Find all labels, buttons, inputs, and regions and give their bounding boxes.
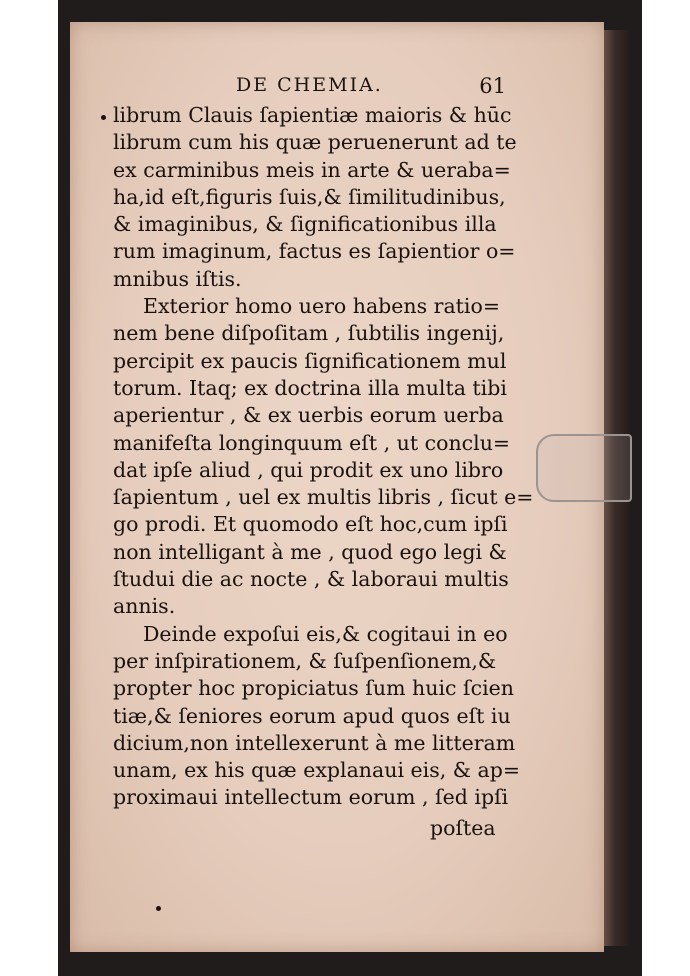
text-line: per inſpirationem, & ſuſpenſionem,& [113, 648, 497, 673]
text-line: dat ipſe aliud , qui prodit ex uno libro [113, 457, 504, 482]
text-line: annis. [113, 594, 176, 619]
page-header [236, 74, 506, 102]
text-line: ha,id eſt,figuris ſuis,& ſimilitudinibus, [113, 184, 506, 209]
text-line: nem bene diſpoſitam , ſubtilis ingenij, [113, 321, 505, 346]
text-line: aperientur , & ex uerbis eorum uerba [113, 403, 504, 428]
text-line: non intelligant à me , quod ego legi & [113, 539, 507, 564]
paragraph-start-line: Exterior homo uero habens ratio= [143, 294, 500, 319]
catchword: poſtea [430, 816, 496, 840]
margin-mark [156, 906, 161, 911]
text-line: propter hoc propiciatus ſum huic ſcien [113, 676, 514, 701]
text-line: ex carminibus meis in arte & ueraba= [113, 157, 511, 182]
text-line: librum Clauis ſapientiæ maioris & hūc [113, 103, 512, 127]
margin-mark [101, 115, 106, 120]
text-line: & imaginibus, & ſignificationibus illa [113, 212, 497, 237]
book-clasp [536, 434, 632, 502]
text-line: tiæ,& ſeniores eorum apud quos eſt iu [113, 703, 511, 728]
text-line: rum imaginum, factus es ſapientior o= [113, 239, 516, 264]
paragraph-start-line: Deinde expoſui eis,& cogitaui in eo [143, 621, 508, 646]
text-line: dicium,non intellexerunt à me litteram [113, 730, 516, 755]
text-line: percipit ex paucis ſignificationem mul [113, 348, 507, 373]
text-line: go prodi. Et quomodo eſt hoc,cum ipſi [113, 512, 508, 537]
text-line: mnibus iſtis. [113, 266, 242, 291]
body-text [113, 102, 534, 812]
text-line: manifeſta longinquum eſt , ut conclu= [113, 430, 511, 455]
text-line: ſapientum , uel ex multis libris , ſicut e= [113, 485, 534, 510]
text-line: proximaui intellectum eorum , ſed ipſi [113, 785, 509, 810]
text-line: torum. Itaq; ex doctrina illa multa tibi [113, 375, 507, 400]
page-number: 61 [479, 74, 506, 98]
text-line: unam, ex his quæ explanaui eis, & ap= [113, 758, 521, 783]
text-line: ſtudui die ac nocte , & laboraui multis [113, 567, 509, 592]
text-line: librum cum his quæ peruenerunt ad te [113, 130, 517, 155]
running-head: DE CHEMIA. [236, 74, 383, 96]
